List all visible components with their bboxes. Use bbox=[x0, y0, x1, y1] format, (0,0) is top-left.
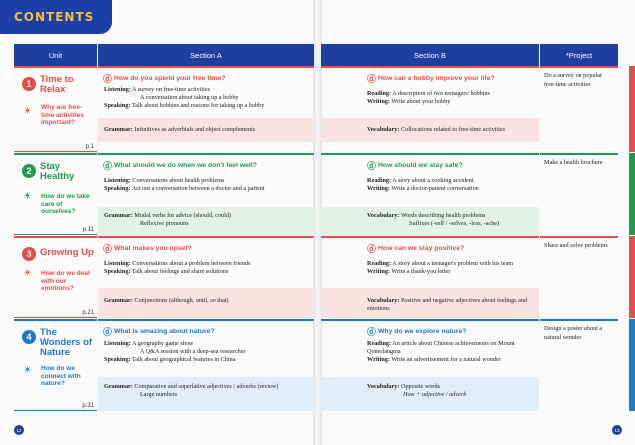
page-edge-tab bbox=[629, 153, 635, 235]
unit-title: Stay Healthy bbox=[40, 161, 75, 182]
speech-bubble-icon: ⓓ bbox=[103, 327, 113, 337]
lightbulb-icon: ☀ bbox=[23, 191, 32, 202]
unit-2-project: Make a health brochure bbox=[540, 153, 618, 235]
vocab-line: Vocabulary: Collocations related to free-time activities bbox=[367, 126, 506, 133]
speech-bubble-icon: ⓓ bbox=[367, 74, 377, 84]
lightbulb-icon: ☀ bbox=[23, 106, 32, 117]
vocab-line: Vocabulary: Opposite words How + adjective / adverb bbox=[367, 383, 467, 398]
unit-3-section-a bbox=[98, 236, 314, 318]
unit-2-section-b bbox=[321, 153, 539, 235]
unit-4-section-b bbox=[321, 319, 539, 411]
grammar-line: Grammar: Conjunctions (although, until, so that) bbox=[104, 297, 229, 304]
unit-1-project: Do a survey on popular free-time activities bbox=[540, 66, 618, 152]
section-question: ⓓ What should we do when we don't feel well? bbox=[103, 161, 257, 171]
unit-title: Growing Up bbox=[40, 247, 94, 258]
vocab-line: Vocabulary: Words describing health problems Suffixes (-self / -selves, -less, -ache) bbox=[367, 212, 500, 227]
unit-page-ref: p.11 bbox=[82, 227, 94, 233]
unit-title: Time to Relax bbox=[40, 74, 74, 95]
lightbulb-icon: ☀ bbox=[23, 365, 32, 376]
grammar-line: Grammar: Infinitives as adverbials and object complements bbox=[104, 126, 256, 133]
unit-title: The Wonders of Nature bbox=[40, 327, 93, 358]
unit-3-cell[interactable] bbox=[14, 236, 97, 318]
header-unit: Unit bbox=[14, 44, 97, 66]
unit-1-cell[interactable] bbox=[14, 66, 97, 152]
unit-4-cell[interactable] bbox=[14, 319, 97, 411]
unit-4-section-a bbox=[98, 319, 314, 411]
section-question: ⓓ How can a hobby improve your life? bbox=[367, 74, 495, 84]
unit-number: 4 bbox=[22, 330, 36, 344]
unit-page-ref: p.31 bbox=[82, 403, 94, 409]
section-b-skills: Reading: An article about Chinese achievements on Mount Qomolangma Writing: Write an advertisement for a natural wonder bbox=[367, 340, 515, 363]
unit-big-question: How do we deal with our emotions? bbox=[41, 270, 90, 292]
unit-number: 3 bbox=[22, 247, 36, 261]
page-number-right: 13 bbox=[612, 425, 622, 435]
section-b-skills: Reading: A story about a cooking accident Writing: Write a doctor-patient conversation bbox=[367, 177, 479, 192]
section-a-skills: Listening: Conversations about health problems Speaking: Act out a conversation between a doctor and a patient bbox=[104, 177, 265, 192]
section-b-skills: Reading: A story about a teenager's problem with his team Writing: Write a thank-you letter bbox=[367, 260, 514, 275]
page-number-left: 12 bbox=[14, 425, 24, 435]
speech-bubble-icon: ⓓ bbox=[103, 244, 113, 254]
contents-title-bar bbox=[0, 0, 112, 34]
unit-2-cell[interactable] bbox=[14, 153, 97, 235]
speech-bubble-icon: ⓓ bbox=[367, 244, 377, 254]
page-edge-tab bbox=[629, 66, 635, 152]
header-section-a: Section A bbox=[98, 44, 314, 66]
unit-big-question: How do we take care of ourselves? bbox=[41, 193, 90, 215]
contents-title: CONTENTS bbox=[14, 10, 95, 24]
section-a-skills: Listening: A survey on free-time activities A conversation about taking up a hobby Speaking: Talk about hobbies and reasons for taking up a hobby bbox=[104, 86, 265, 109]
section-question: ⓓ How can we stay positive? bbox=[367, 244, 465, 254]
section-question: ⓓ What is amazing about nature? bbox=[103, 327, 215, 337]
unit-4-project: Design a poster about a natural wonder bbox=[540, 319, 618, 411]
header-section-b: Section B bbox=[321, 44, 539, 66]
unit-2-section-a bbox=[98, 153, 314, 235]
unit-big-question: Why are free-time activities important? bbox=[41, 104, 84, 126]
unit-1-section-a bbox=[98, 66, 314, 152]
unit-big-question: How do we connect with nature? bbox=[41, 365, 81, 387]
unit-3-section-b bbox=[321, 236, 539, 318]
section-a-skills: Listening: Conversations about a problem between friends Speaking: Talk about feelings and share solutions bbox=[104, 260, 251, 275]
unit-page-ref: p.21 bbox=[82, 310, 94, 316]
unit-3-project: Share and solve problems bbox=[540, 236, 618, 318]
section-question: ⓓ What makes you upset? bbox=[103, 244, 192, 254]
lightbulb-icon: ☀ bbox=[23, 268, 32, 279]
section-question: ⓓ Why do we explore nature? bbox=[367, 327, 467, 337]
unit-1-section-b bbox=[321, 66, 539, 152]
speech-bubble-icon: ⓓ bbox=[103, 161, 113, 171]
header-project: *Project bbox=[540, 44, 618, 66]
vocab-line: Vocabulary: Positive and negative adjectives about feelings and emotions bbox=[367, 297, 528, 312]
section-question: ⓓ How do you spend your free time? bbox=[103, 74, 226, 84]
section-b-skills: Reading: A description of two teenagers' hobbies Writing: Write about your hobby bbox=[367, 90, 490, 105]
unit-page-ref: p.1 bbox=[85, 144, 94, 150]
grammar-line: Grammar: Comparative and superlative adjectives / adverbs (review) Large numbers bbox=[104, 383, 279, 398]
unit-number: 2 bbox=[22, 164, 36, 178]
page-edge-tab bbox=[629, 319, 635, 411]
grammar-line: Grammar: Modal verbs for advice (should, could) Reflexive pronouns bbox=[104, 212, 231, 227]
page-edge-tab bbox=[629, 236, 635, 318]
section-question: ⓓ How should we stay safe? bbox=[367, 161, 463, 171]
speech-bubble-icon: ⓓ bbox=[103, 74, 113, 84]
unit-number: 1 bbox=[22, 77, 36, 91]
speech-bubble-icon: ⓓ bbox=[367, 161, 377, 171]
speech-bubble-icon: ⓓ bbox=[367, 327, 377, 337]
section-a-skills: Listening: A geography game show A Q&A session with a deep-sea researcher Speaking: Talk about geographical features in China bbox=[104, 340, 246, 363]
